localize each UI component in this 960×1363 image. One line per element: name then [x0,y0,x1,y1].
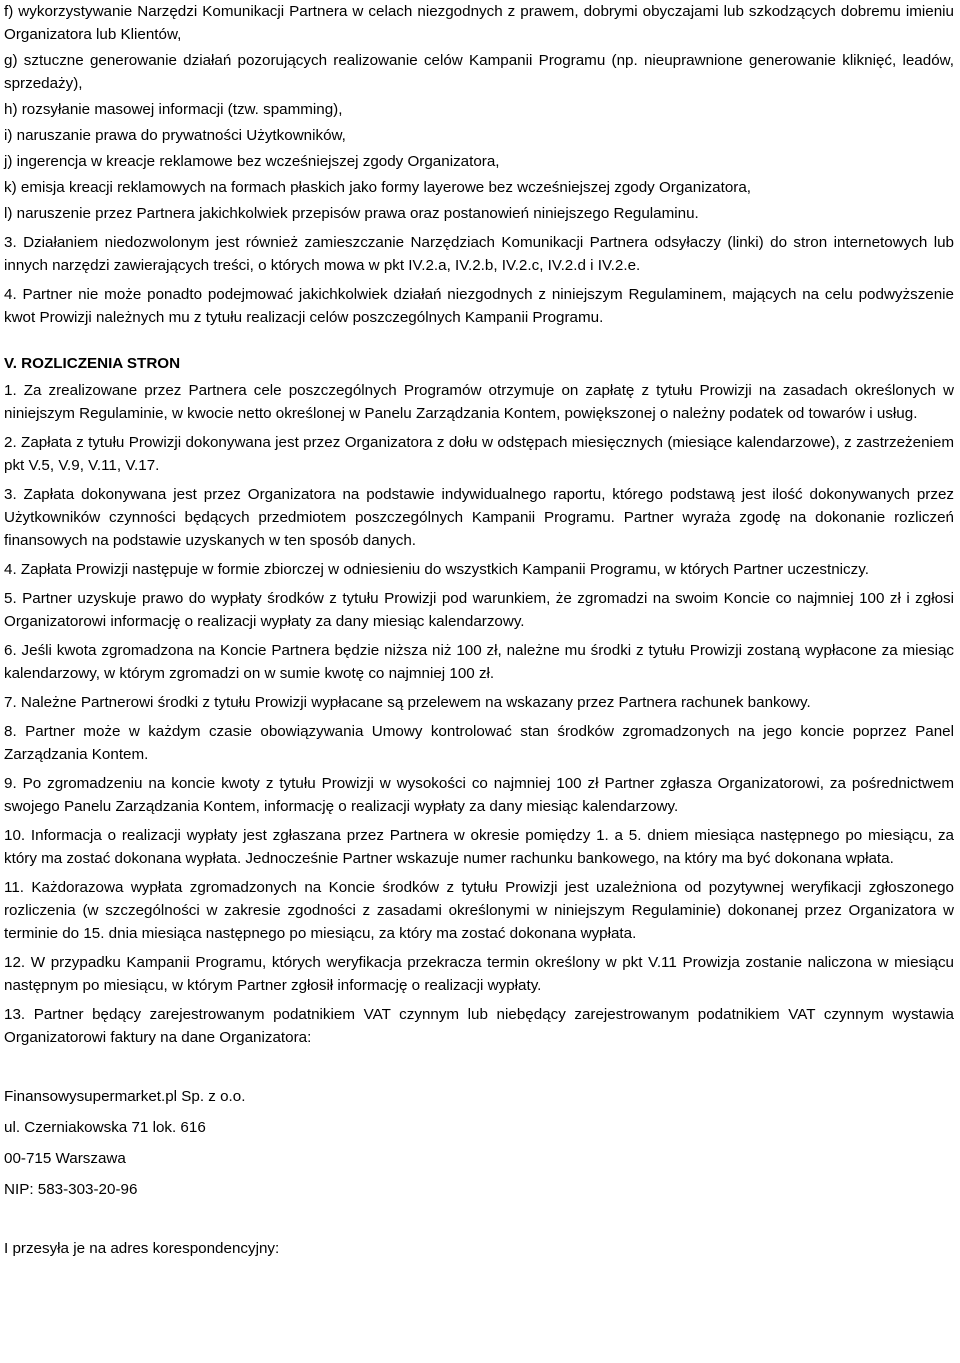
section4-point-3: 3. Działaniem niedozwolonym jest również zamieszczanie Narzędziach Komunikacji Partnera odsyłaczy (linki) do stron internetowych lub innych narzędzi zawierających treści, o których mowa w pkt IV.2.a, IV.2.b, IV.2.c, IV.2.d i IV.2.e. [4,234,954,274]
organizer-city: 00-715 Warszawa [4,1150,126,1167]
closing-line: I przesyła je na adres korespondencyjny: [4,1240,280,1257]
section5-point: 12. W przypadku Kampanii Programu, których weryfikacja przekracza termin określony w pkt V.11 Prowizja zostanie naliczona w miesiącu następnym po miesiącu, w którym Partner zgłosił informację o realizacji wypłaty. [4,954,954,994]
section5-point: 6. Jeśli kwota zgromadzona na Koncie Partnera będzie niższa niż 100 zł, należne mu środki z tytułu Prowizji zostaną wypłacone za miesiąc kalendarzowy, w którym zgromadzi on w sumie kwotę co najmniej 100 zł. [4,642,954,682]
item-f: f) wykorzystywanie Narzędzi Komunikacji Partnera w celach niezgodnych z prawem, dobrymi obyczajami lub szkodzących dobremu imieniu Organizatora lub Klientów, [4,3,954,43]
section5-point: 5. Partner uzyskuje prawo do wypłaty środków z tytułu Prowizji pod warunkiem, że zgromadzi na swoim Koncie co najmniej 100 zł i zgłosi Organizatorowi informację o realizacji wypłaty za dany miesiąc kalendarzowy. [4,590,954,630]
item-g: g) sztuczne generowanie działań pozorujących realizowanie celów Kampanii Programu (np. nieuprawnione generowanie kliknięć, leadów, sprzedaży), [4,52,954,92]
section5-point: 11. Każdorazowa wypłata zgromadzonych na Koncie środków z tytułu Prowizji jest uzależniona od pozytywnej weryfikacji zgłoszonego rozliczenia (w szczególności w zakresie zgodności z zasadami określonymi w niniejszym Regulaminie) dokonanej przez Organizatora w terminie do 15. dnia miesiąca następnego po miesiącu, za który ma zostać dokonana wypłata. [4,879,954,942]
item-k: k) emisja kreacji reklamowych na formach płaskich jako formy layerowe bez wcześniejszej zgody Organizatora, [4,179,752,196]
item-l: l) naruszenie przez Partnera jakichkolwiek przepisów prawa oraz postanowień niniejszego Regulaminu. [4,205,699,222]
section5-point: 4. Zapłata Prowizji następuje w formie zbiorczej w odniesieniu do wszystkich Kampanii Programu, w których Partner uczestniczy. [4,561,869,578]
section5-point: 8. Partner może w każdym czasie obowiązywania Umowy kontrolować stan środków zgromadzonych na jego koncie poprzez Panel Zarządzania Kontem. [4,723,954,763]
section5-point: 10. Informacja o realizacji wypłaty jest zgłaszana przez Partnera w okresie pomiędzy 1. a 5. dniem miesiąca następnego po miesiącu, za który ma zostać dokonana wypłata. Jednocześnie Partner wskazuje numer rachunku bankowego, na który ma być dokonana wpłata. [4,827,954,867]
organizer-name: Finansowysupermarket.pl Sp. z o.o. [4,1088,246,1105]
section5-point: 7. Należne Partnerowi środki z tytułu Prowizji wypłacane są przelewem na wskazany przez Partnera rachunek bankowy. [4,694,811,711]
organizer-street: ul. Czerniakowska 71 lok. 616 [4,1119,206,1136]
organizer-address [4,1085,954,1201]
organizer-nip: NIP: 583-303-20-96 [4,1181,138,1198]
section-heading: V. ROZLICZENIA STRON [4,355,181,372]
section5-point: 1. Za zrealizowane przez Partnera cele poszczególnych Programów otrzymuje on zapłatę z tytułu Prowizji na zasadach określonych w niniejszym Regulaminie, w kwocie netto określonej w Panelu Zarządzania Kontem, powiększonej o należny podatek od towarów i usług. [4,382,954,422]
section5-point: 3. Zapłata dokonywana jest przez Organizatora na podstawie indywidualnego raportu, którego podstawą jest ilość dokonywanych przez Użytkowników czynności będących przedmiotem poszczególnych Kampanii Programu. Partner wyraża zgodę na dokonanie rozliczeń finansowych na podstawie uzyskanych w ten sposób danych. [4,486,954,549]
section5-point: 13. Partner będący zarejestrowanym podatnikiem VAT czynnym lub niebędący zarejestrowanym podatnikiem VAT czynnym wystawia Organizatorowi faktury na dane Organizatora: [4,1006,954,1046]
section5-point: 9. Po zgromadzeniu na koncie kwoty z tytułu Prowizji w wysokości co najmniej 100 zł Partner zgłasza Organizatorowi, za pośrednictwem swojego Panelu Zarządzania Kontem, informację o realizacji wypłaty za dany miesiąc kalendarzowy. [4,775,954,815]
item-i: i) naruszanie prawa do prywatności Użytkowników, [4,127,346,144]
item-h: h) rozsyłanie masowej informacji (tzw. spamming), [4,101,343,118]
section5-point: 2. Zapłata z tytułu Prowizji dokonywana jest przez Organizatora z dołu w odstępach miesięcznych (miesiące kalendarzowe), z zastrzeżeniem pkt V.5, V.9, V.11, V.17. [4,434,954,474]
section4-point-4: 4. Partner nie może ponadto podejmować jakichkolwiek działań niezgodnych z niniejszym Regulaminem, mających na celu podwyższenie kwot Prowizji należnych mu z tytułu realizacji celów poszczególnych Kampanii Programu. [4,286,954,326]
item-j: j) ingerencja w kreacje reklamowe bez wcześniejszej zgody Organizatora, [4,153,500,170]
